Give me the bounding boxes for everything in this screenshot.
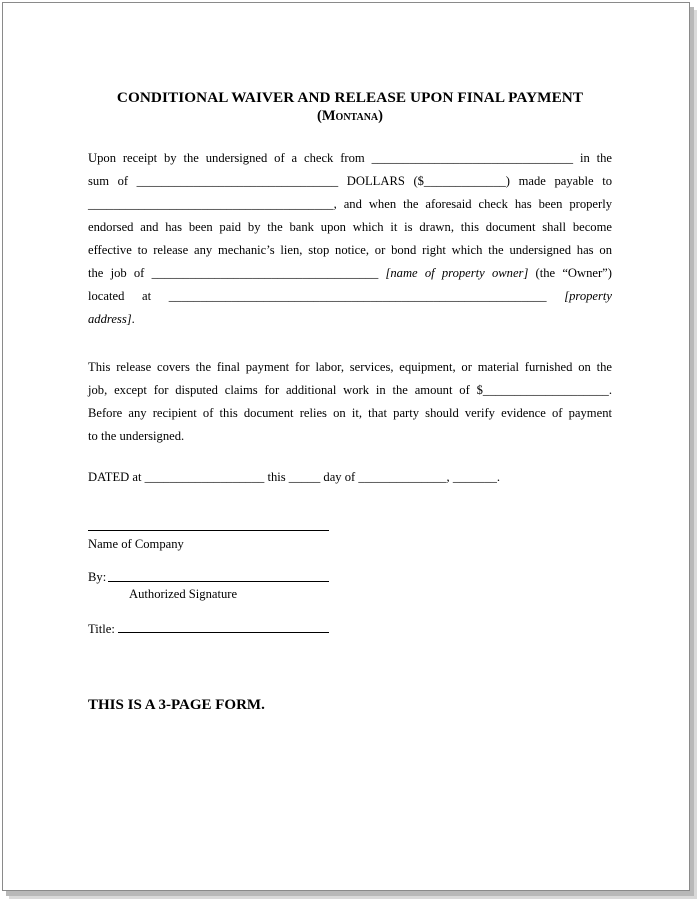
property-address-hint-cont: address]: [88, 312, 132, 326]
owner-name-hint: [name of property owner]: [385, 266, 529, 280]
paragraph1-line-8: [88, 311, 135, 327]
line8-end: .: [131, 312, 135, 326]
company-label: Name of Company: [88, 537, 184, 551]
paragraph1-line-6: [88, 265, 612, 281]
authorized-signature-label: Authorized Signature: [129, 587, 238, 601]
paragraph2-line-4: to the undersigned.: [88, 429, 185, 443]
paragraph2-line-3: Before any recipient of this document relies on it, that party should verify evidence of payment: [88, 406, 612, 420]
company-signature-line: [88, 530, 329, 531]
paragraph1-line-5: effective to release any mechanic’s lien, stop notice, or bond right which the undersigned has on: [88, 243, 612, 257]
document-page: [2, 2, 690, 891]
title-signature-line: [118, 632, 329, 633]
signature-line: [108, 581, 329, 582]
paragraph1-line-7: [88, 288, 612, 304]
line6-start: the job of ____________________________________: [88, 266, 386, 280]
paragraph1-line-3: _______________________________________, and when the aforesaid check has been properly: [88, 197, 612, 211]
by-label: By:: [88, 570, 107, 584]
page-count-notice: THIS IS A 3-PAGE FORM.: [88, 697, 265, 713]
property-address-hint: [property: [564, 289, 612, 303]
line7-start: located at ____________________________________________________________: [88, 289, 565, 303]
paragraph1-line-4: endorsed and has been paid by the bank upon which it is drawn, this document shall become: [88, 220, 612, 234]
line6-end: (the “Owner”): [528, 266, 612, 280]
paragraph2-line-2: job, except for disputed claims for additional work in the amount of $____________________.: [88, 383, 612, 397]
dated-line: DATED at ___________________ this _____ day of ______________, _______.: [88, 470, 501, 484]
paragraph1-line-1: Upon receipt by the undersigned of a check from ________________________________ in the: [88, 151, 612, 165]
paragraph1-line-2: sum of ________________________________ DOLLARS ($_____________) made payable to: [88, 174, 612, 188]
title-label: Title:: [88, 622, 115, 636]
paragraph2-line-1: This release covers the final payment for labor, services, equipment, or material furnished on the: [88, 360, 612, 374]
form-title: CONDITIONAL WAIVER AND RELEASE UPON FINAL PAYMENT: [116, 89, 584, 106]
form-subtitle: (Montana): [317, 108, 383, 124]
